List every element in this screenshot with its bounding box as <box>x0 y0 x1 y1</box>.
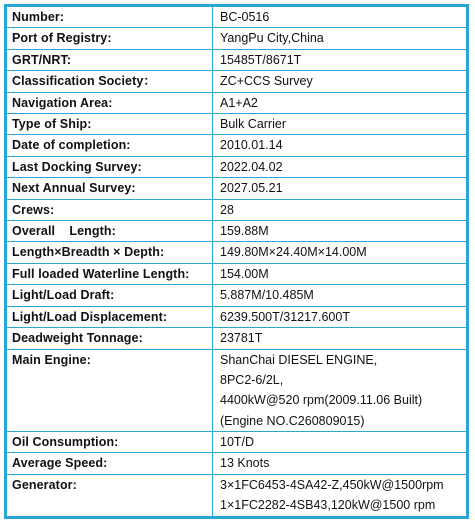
ship-specification-sheet <box>4 4 469 519</box>
row-value: 154.00M <box>213 263 467 284</box>
row-value: 149.80M×24.40M×14.00M <box>213 242 467 263</box>
row-value: ZC+CCS Survey <box>213 71 467 92</box>
table-row-average-speed <box>7 453 467 474</box>
table-row-generator <box>7 474 467 516</box>
value-line: (Engine NO.C260809015) <box>220 413 365 428</box>
table-row-number <box>7 7 467 28</box>
row-value: 10T/D <box>213 432 467 453</box>
table-row-waterline-length <box>7 263 467 284</box>
row-value: YangPu City,China <box>213 28 467 49</box>
row-label: GRT/NRT: <box>7 49 213 70</box>
table-row-date-of-completion <box>7 135 467 156</box>
ship-specification-table <box>6 6 467 517</box>
row-value: A1+A2 <box>213 92 467 113</box>
row-label: Next Annual Survey: <box>7 178 213 199</box>
row-label: Oil Consumption: <box>7 432 213 453</box>
row-label: Date of completion: <box>7 135 213 156</box>
table-row-port-of-registry <box>7 28 467 49</box>
row-value: BC-0516 <box>213 7 467 28</box>
row-value: 2022.04.02 <box>213 156 467 177</box>
table-row-deadweight-tonnage <box>7 328 467 349</box>
row-value: 15485T/8671T <box>213 49 467 70</box>
table-row-last-docking-survey <box>7 156 467 177</box>
table-row-overall-length <box>7 221 467 242</box>
row-label: Length×Breadth × Depth: <box>7 242 213 263</box>
row-value: 6239.500T/31217.600T <box>213 306 467 327</box>
row-value: 28 <box>213 199 467 220</box>
row-label: Full loaded Waterline Length: <box>7 263 213 284</box>
table-row-crews <box>7 199 467 220</box>
table-row-next-annual-survey <box>7 178 467 199</box>
row-label: Deadweight Tonnage: <box>7 328 213 349</box>
row-label: Type of Ship: <box>7 114 213 135</box>
row-value: 5.887M/10.485M <box>213 285 467 306</box>
row-label: Overall Length: <box>7 221 213 242</box>
table-row-navigation-area <box>7 92 467 113</box>
row-value-multiline <box>213 349 467 432</box>
row-value-multiline <box>213 474 467 516</box>
table-row-displacement <box>7 306 467 327</box>
row-label: Crews: <box>7 199 213 220</box>
table-row-grt-nrt <box>7 49 467 70</box>
row-label: Last Docking Survey: <box>7 156 213 177</box>
table-row-main-engine <box>7 349 467 432</box>
row-label: Navigation Area: <box>7 92 213 113</box>
value-line: 8PC2-6/2L, <box>220 372 284 387</box>
row-label: Light/Load Draft: <box>7 285 213 306</box>
table-row-dimensions <box>7 242 467 263</box>
row-label: Port of Registry: <box>7 28 213 49</box>
row-label: Light/Load Displacement: <box>7 306 213 327</box>
table-row-classification-society <box>7 71 467 92</box>
row-value: Bulk Carrier <box>213 114 467 135</box>
row-label: Classification Society： <box>7 71 213 92</box>
table-row-draft <box>7 285 467 306</box>
row-value: 13 Knots <box>213 453 467 474</box>
row-label: Main Engine: <box>7 349 213 432</box>
row-value: 2027.05.21 <box>213 178 467 199</box>
value-line: ShanChai DIESEL ENGINE, <box>220 352 378 367</box>
table-row-oil-consumption <box>7 432 467 453</box>
row-label: Average Speed: <box>7 453 213 474</box>
row-label: Number: <box>7 7 213 28</box>
value-line: 3×1FC6453-4SA42-Z,450kW@1500rpm <box>220 477 444 492</box>
row-value: 23781T <box>213 328 467 349</box>
table-row-type-of-ship <box>7 114 467 135</box>
row-value: 2010.01.14 <box>213 135 467 156</box>
row-label: Generator: <box>7 474 213 516</box>
value-line: 1×1FC2282-4SB43,120kW@1500 rpm <box>220 498 436 513</box>
row-value: 159.88M <box>213 221 467 242</box>
value-line: 4400kW@520 rpm(2009.11.06 Built) <box>220 393 423 408</box>
